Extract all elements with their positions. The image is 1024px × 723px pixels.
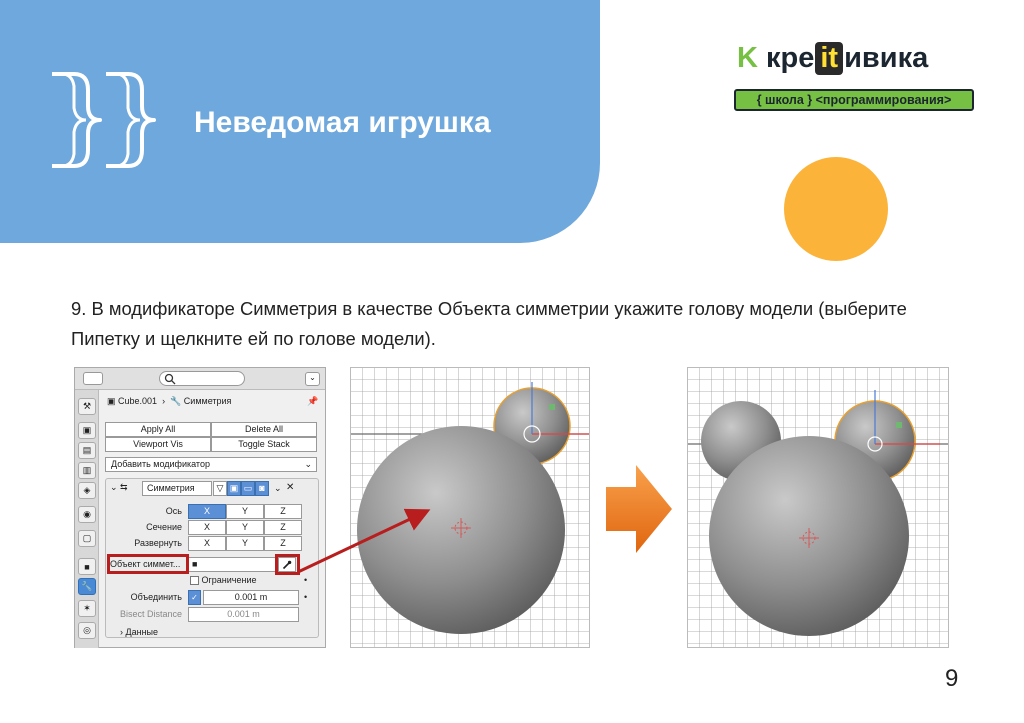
logo-k-icon: K — [737, 42, 758, 74]
logo-wordmark — [737, 42, 928, 75]
object-tab-icon[interactable]: ■ — [78, 558, 96, 575]
chevron-down-icon: ⌄ — [304, 459, 312, 469]
logo-pre: кре — [766, 42, 815, 74]
breadcrumb-object: Cube.001 — [118, 396, 158, 406]
view-layer-tab-icon[interactable]: ▥ — [78, 462, 96, 479]
edit-mode-icon[interactable]: ▽ — [213, 481, 227, 496]
add-modifier-dropdown[interactable]: Добавить модификатор ⌄ — [105, 457, 317, 472]
flip-z-button[interactable]: Z — [264, 536, 302, 551]
mirror-object-label: Объект симмет... — [110, 559, 181, 569]
next-step-arrow-icon — [606, 465, 672, 553]
panel-header — [75, 368, 325, 390]
editor-type-button[interactable] — [83, 372, 103, 385]
collection-tab-icon[interactable]: ▢ — [78, 530, 96, 547]
search-input[interactable] — [159, 371, 245, 386]
logo-subtitle: { школа } <программирования> — [734, 89, 974, 111]
header-banner — [0, 0, 600, 243]
scene-tab-icon[interactable]: ◈ — [78, 482, 96, 499]
tool-tab-icon[interactable]: ⚒ — [78, 398, 96, 415]
logo-post: ивика — [844, 42, 929, 74]
merge-distance-field[interactable]: 0.001 m — [203, 590, 299, 605]
chevron-down-icon[interactable]: ⌄ — [305, 372, 320, 386]
axis-x-button[interactable]: X — [188, 504, 226, 519]
logo-it: it — [815, 42, 843, 75]
highlight-mirror-object-label — [107, 554, 189, 574]
clipping-checkbox[interactable]: Ограничение — [190, 575, 257, 585]
instruction-text: 9. В модификаторе Симметрия в качестве Объекта симметрии укажите голову модели (выберите Пипетку и щелкните ей по голове модели). — [71, 298, 907, 349]
axis-z-button[interactable]: Z — [264, 504, 302, 519]
school-logo — [737, 42, 977, 112]
viewport-vis-button[interactable]: Viewport Vis — [105, 437, 211, 452]
close-icon[interactable]: ✕ — [286, 482, 295, 493]
flip-x-button[interactable]: X — [188, 536, 226, 551]
toggle-stack-button[interactable]: Toggle Stack — [211, 437, 317, 452]
flip-y-button[interactable]: Y — [226, 536, 264, 551]
world-tab-icon[interactable]: ◉ — [78, 506, 96, 523]
render-icon[interactable]: ◙ — [255, 481, 269, 496]
breadcrumb: ▣ Cube.001 › 🔧 Симметрия — [107, 396, 232, 406]
flip-label: Развернуть — [134, 538, 182, 548]
breadcrumb-modifier: Симметрия — [183, 396, 232, 406]
merge-checkbox[interactable]: ✓ — [188, 590, 201, 605]
symmetry-modifier-box: ⌄ ⇆ Симметрия ▽ ▣ ▭ ◙ ⌄ ✕ Ось X Y Z Сечение X Y Z Развернуть X Y Z Объект симмет... ■ Ограничение • Объединить ✓ 0.001 m • Bisect Distance 0.001 m › Данные — [105, 478, 319, 638]
data-subpanel[interactable]: › Данные — [120, 627, 159, 637]
highlight-eyedropper — [275, 554, 300, 575]
viewport-after — [687, 367, 949, 648]
viewport-before-render — [351, 368, 590, 648]
section-z-button[interactable]: Z — [264, 520, 302, 535]
axis-y-button[interactable]: Y — [226, 504, 264, 519]
page-number: 9 — [945, 665, 959, 692]
dropdown-icon[interactable]: ⌄ — [274, 483, 282, 493]
chevron-right-icon: › — [120, 627, 123, 637]
collapse-icon[interactable]: ⌄ ⇆ — [110, 482, 128, 492]
properties-tabs — [75, 390, 99, 648]
accent-circle — [784, 157, 888, 261]
mirror-object-field[interactable]: ■ — [188, 557, 276, 572]
bisect-label: Bisect Distance — [119, 609, 182, 619]
delete-all-button[interactable]: Delete All — [211, 422, 317, 437]
cage-icon[interactable]: ▣ — [227, 481, 241, 496]
viewport-after-render — [688, 368, 949, 648]
viewport-icon[interactable]: ▭ — [241, 481, 255, 496]
output-tab-icon[interactable]: ▤ — [78, 442, 96, 459]
apply-all-button[interactable]: Apply All — [105, 422, 211, 437]
search-icon — [164, 373, 176, 385]
object-icon: ▣ — [107, 396, 119, 406]
axis-label: Ось — [165, 506, 182, 516]
physics-tab-icon[interactable]: ◎ — [78, 622, 96, 639]
bisect-distance-field[interactable]: 0.001 m — [188, 607, 299, 622]
chevrons-icon — [48, 68, 158, 172]
modifier-tab-icon[interactable]: 🔧 — [78, 578, 96, 595]
page-title: Неведомая игрушка — [194, 106, 491, 139]
merge-label: Объединить — [130, 592, 182, 602]
particles-tab-icon[interactable]: ✶ — [78, 600, 96, 617]
modifier-name-field[interactable]: Симметрия — [142, 481, 212, 496]
section-label: Сечение — [146, 522, 182, 532]
pin-icon[interactable]: 📌 — [307, 396, 319, 406]
viewport-before — [350, 367, 590, 648]
render-tab-icon[interactable]: ▣ — [78, 422, 96, 439]
section-x-button[interactable]: X — [188, 520, 226, 535]
section-y-button[interactable]: Y — [226, 520, 264, 535]
modifier-panel — [74, 367, 326, 648]
